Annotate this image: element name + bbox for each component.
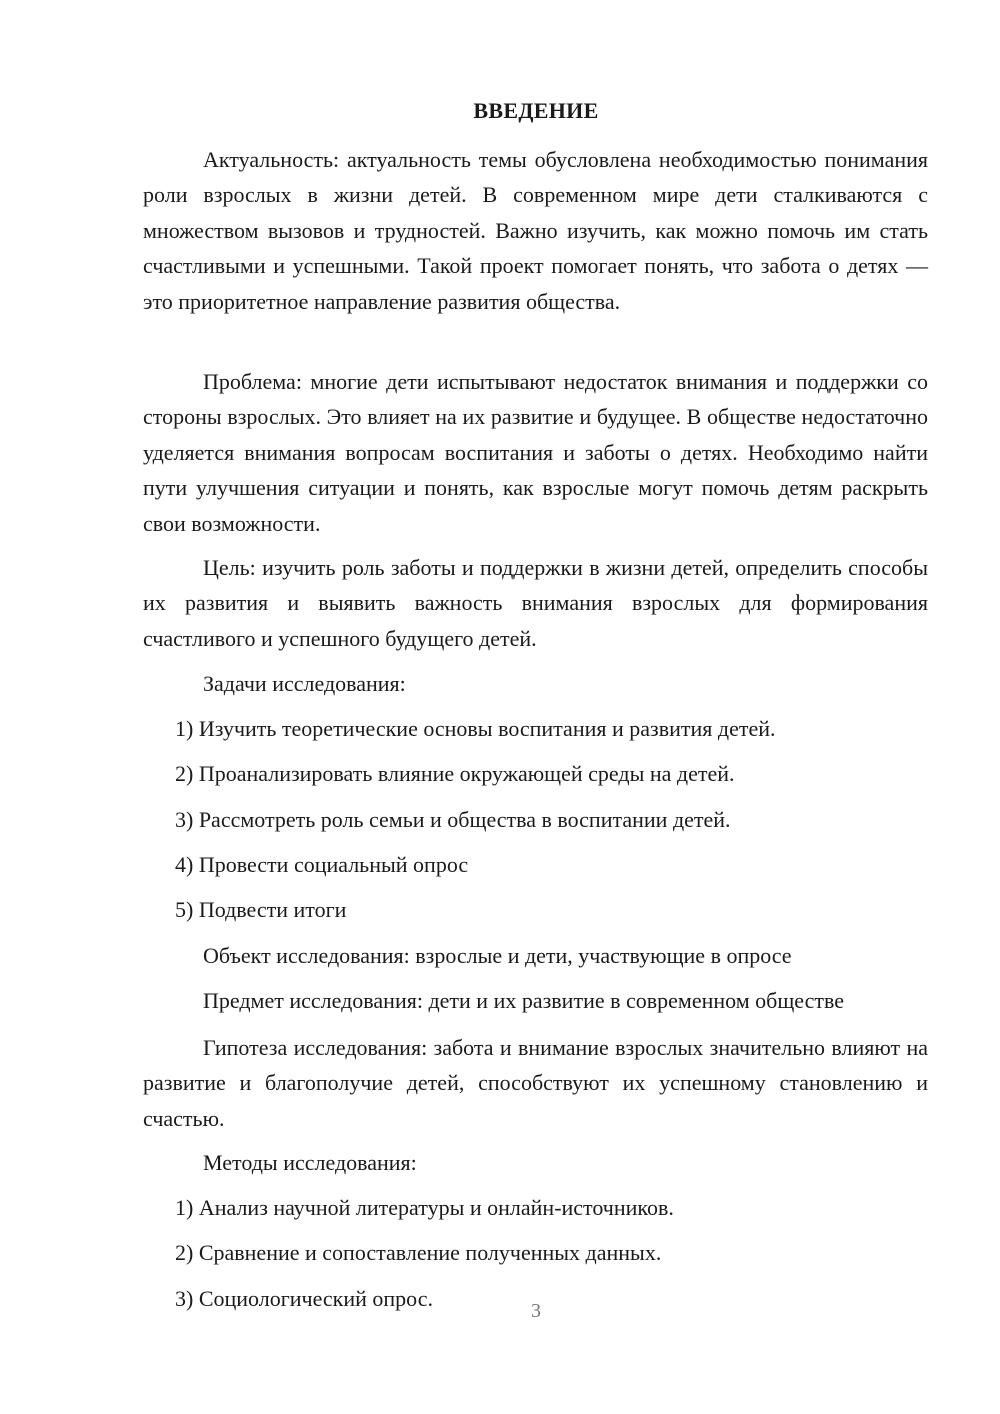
- relevance-paragraph: Актуальность: актуальность темы обусловлена необходимостью понимания роли взрослых в жизни детей. В современном мире дети сталкиваются с множеством вызовов и трудностей. Важно изучить, как можно помочь им стать счастливыми и успешными. Такой проект помогает понять, что забота о детях — это приоритетное направление развития общества.: [143, 147, 928, 314]
- hypothesis-paragraph: Гипотеза исследования: забота и внимание взрослых значительно влияют на развитие и благополучие детей, способствуют их успешному становлению и счастью.: [143, 1035, 928, 1131]
- task-item-2: 2) Проанализировать влияние окружающей среды на детей.: [175, 761, 735, 786]
- research-subject: Предмет исследования: дети и их развитие в современном обществе: [203, 988, 844, 1013]
- task-item-3: 3) Рассмотреть роль семьи и общества в воспитании детей.: [175, 807, 731, 832]
- methods-title: Методы исследования:: [203, 1150, 417, 1175]
- method-item-2: 2) Сравнение и сопоставление полученных данных.: [175, 1240, 662, 1265]
- page-number: 3: [531, 1300, 541, 1322]
- research-object: Объект исследования: взрослые и дети, участвующие в опросе: [203, 943, 792, 968]
- method-item-3: 3) Социологический опрос.: [175, 1286, 433, 1311]
- task-item-1: 1) Изучить теоретические основы воспитания и развития детей.: [175, 716, 776, 741]
- task-item-4: 4) Провести социальный опрос: [175, 852, 469, 877]
- tasks-title: Задачи исследования:: [203, 671, 406, 696]
- goal-paragraph: Цель: изучить роль заботы и поддержки в жизни детей, определить способы их развития и выявить важность внимания взрослых для формирования счастливого и успешного будущего детей.: [143, 555, 928, 651]
- method-item-1: 1) Анализ научной литературы и онлайн-источников.: [175, 1195, 674, 1220]
- section-heading: ВВЕДЕНИЕ: [473, 98, 599, 123]
- task-item-5: 5) Подвести итоги: [175, 897, 347, 922]
- problem-paragraph: Проблема: многие дети испытывают недостаток внимания и поддержки со стороны взрослых. Это влияет на их развитие и будущее. В обществе недостаточно уделяется внимания вопросам воспитания и заботы о детях. Необходимо найти пути улучшения ситуации и понять, как взрослые могут помочь детям раскрыть свои возможности.: [143, 369, 928, 536]
